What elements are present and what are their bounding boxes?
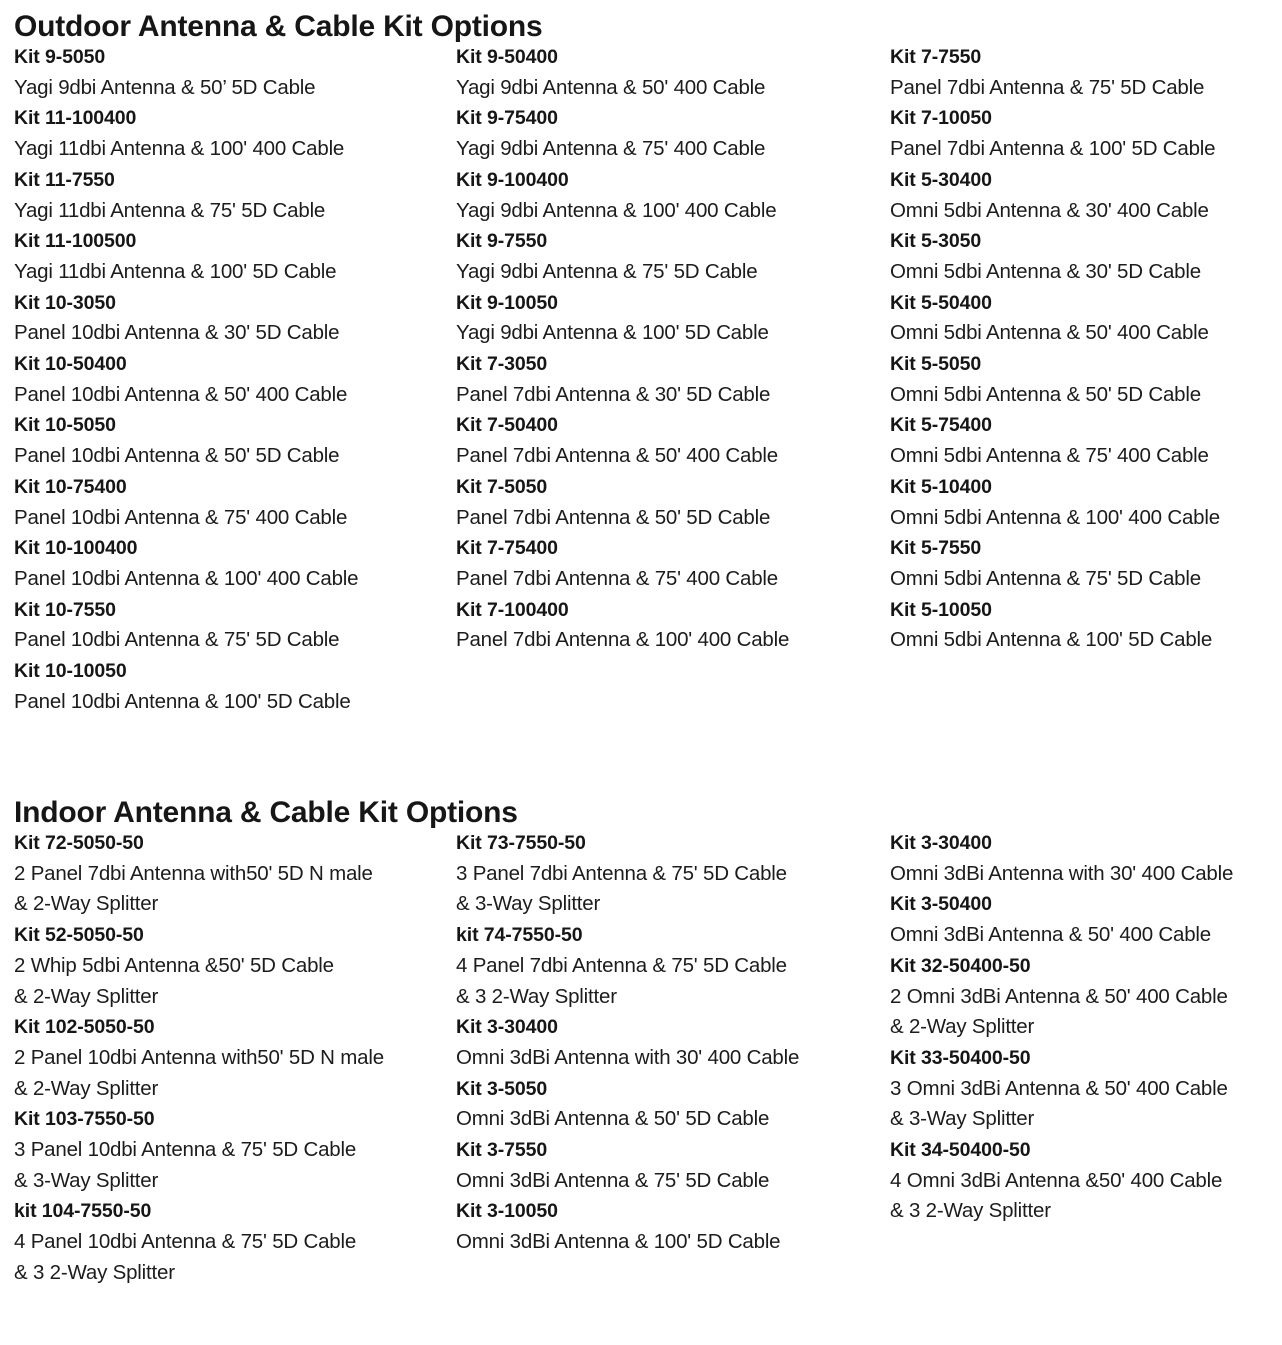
kit-code: Kit 10-3050 [14, 291, 116, 314]
kit-description: 3 Omni 3dBi Antenna & 50' 400 Cable [890, 1076, 1228, 1100]
kit-entry [890, 165, 1282, 226]
kit-code: Kit 102-5050-50 [14, 1016, 155, 1039]
kit-description: 4 Panel 7dbi Antenna & 75' 5D Cable [456, 953, 787, 977]
kit-code: Kit 3-5050 [456, 1077, 548, 1100]
kit-description: Omni 5dbi Antenna & 30' 400 Cable [890, 198, 1209, 222]
kit-description: 4 Panel 10dbi Antenna & 75' 5D Cable [14, 1230, 357, 1254]
kit-code: Kit 10-7550 [14, 598, 116, 621]
kit-code: Kit 7-7550 [890, 46, 982, 68]
kit-code: Kit 7-75400 [456, 537, 558, 560]
kit-description: Yagi 11dbi Antenna & 100' 400 Cable [14, 137, 345, 161]
kit-code: Kit 32-50400-50 [890, 954, 1031, 977]
kit-code: Kit 34-50400-50 [890, 1139, 1031, 1162]
kit-entry [456, 165, 890, 226]
kit-description: Yagi 9dbi Antenna & 100' 400 Cable [456, 198, 777, 222]
kit-entry [456, 1196, 890, 1257]
kit-description: Yagi 9dbi Antenna & 100' 5D Cable [456, 321, 769, 345]
kit-code: Kit 5-3050 [890, 230, 982, 253]
kit-entry [14, 349, 456, 410]
kit-description: Panel 10dbi Antenna & 30' 5D Cable [14, 321, 340, 345]
kit-entry [456, 42, 890, 103]
kit-description: Omni 5dbi Antenna & 100' 5D Cable [890, 628, 1213, 652]
kit-description: Yagi 11dbi Antenna & 100' 5D Cable [14, 259, 337, 283]
kit-entry [14, 656, 456, 717]
kit-entry [456, 1012, 890, 1073]
kit-entry [14, 42, 456, 103]
kit-description-continuation: & 3 2-Way Splitter [456, 984, 617, 1008]
kit-entry [890, 951, 1282, 1043]
kit-code: Kit 5-30400 [890, 168, 992, 191]
kit-entry [456, 103, 890, 164]
kit-code: Kit 3-30400 [890, 832, 992, 854]
kit-description: Panel 10dbi Antenna & 50' 5D Cable [14, 444, 340, 468]
kit-code: Kit 7-3050 [456, 353, 548, 376]
kit-entry [456, 595, 890, 656]
kit-description: 2 Whip 5dbi Antenna &50' 5D Cable [14, 953, 334, 977]
kit-description: Omni 3dBi Antenna with 30' 400 Cable [456, 1045, 800, 1069]
kit-description-continuation: & 2-Way Splitter [890, 1015, 1035, 1039]
kit-entry [14, 165, 456, 226]
kit-entry [14, 533, 456, 594]
kit-description: Panel 10dbi Antenna & 50' 400 Cable [14, 382, 348, 406]
indoor-column-1 [14, 828, 456, 1289]
kit-description: 2 Panel 10dbi Antenna with50' 5D N male [14, 1045, 384, 1069]
kit-description: 4 Omni 3dBi Antenna &50' 400 Cable [890, 1168, 1223, 1192]
kit-description: Omni 5dbi Antenna & 50' 400 Cable [890, 321, 1209, 345]
kit-entry [890, 533, 1282, 594]
kit-code: Kit 7-10050 [890, 107, 992, 130]
kit-entry [890, 1135, 1282, 1227]
kit-code: Kit 9-5050 [14, 46, 106, 68]
kit-description: Omni 3dBi Antenna & 50' 5D Cable [456, 1107, 770, 1131]
kit-description: Panel 7dbi Antenna & 30' 5D Cable [456, 382, 771, 406]
kit-entry [890, 828, 1282, 889]
kit-code: Kit 7-5050 [456, 475, 548, 498]
kit-description-continuation: & 3-Way Splitter [890, 1107, 1035, 1131]
kit-code: Kit 5-7550 [890, 537, 982, 560]
kit-entry [456, 226, 890, 287]
kit-entry [456, 288, 890, 349]
kit-description: Panel 7dbi Antenna & 100' 400 Cable [456, 628, 790, 652]
outdoor-columns [0, 42, 1282, 759]
kit-entry [14, 828, 456, 920]
kit-description: Yagi 11dbi Antenna & 75' 5D Cable [14, 198, 326, 222]
kit-description: Panel 7dbi Antenna & 50' 400 Cable [456, 444, 778, 468]
kit-code: Kit 7-50400 [456, 414, 558, 437]
kit-code: Kit 9-10050 [456, 291, 558, 314]
kit-entry [456, 472, 890, 533]
kit-entry [890, 472, 1282, 533]
kit-description: Omni 5dbi Antenna & 50' 5D Cable [890, 382, 1201, 406]
kit-description: Panel 10dbi Antenna & 100' 5D Cable [14, 689, 351, 713]
kit-entry [890, 42, 1282, 103]
kit-description: Omni 5dbi Antenna & 75' 5D Cable [890, 566, 1201, 590]
kit-description-continuation: & 3 2-Way Splitter [890, 1199, 1051, 1223]
kit-entry [14, 288, 456, 349]
kit-description-continuation: & 3-Way Splitter [456, 892, 601, 916]
kit-entry [14, 226, 456, 287]
kit-entry [14, 920, 456, 1012]
kit-description: Panel 10dbi Antenna & 100' 400 Cable [14, 566, 359, 590]
kit-entry [456, 410, 890, 471]
kit-entry [456, 1135, 890, 1196]
kit-description-continuation: & 3 2-Way Splitter [14, 1260, 175, 1284]
outdoor-column-3 [890, 42, 1282, 656]
kit-description: Omni 3dBi Antenna & 50' 400 Cable [890, 923, 1211, 947]
kit-description: Panel 10dbi Antenna & 75' 400 Cable [14, 505, 348, 529]
kit-description: 3 Panel 7dbi Antenna & 75' 5D Cable [456, 861, 787, 885]
kit-code: Kit 7-100400 [456, 598, 569, 621]
kit-entry [890, 595, 1282, 656]
kit-description: Yagi 9dbi Antenna & 50' 400 Cable [456, 75, 766, 99]
kit-code: Kit 3-50400 [890, 893, 992, 916]
kit-entry [890, 1043, 1282, 1135]
kit-description: Omni 3dBi Antenna with 30' 400 Cable [890, 861, 1234, 885]
kit-description-continuation: & 2-Way Splitter [14, 984, 159, 1008]
kit-code: kit 74-7550-50 [456, 924, 583, 947]
kit-code: Kit 5-10400 [890, 475, 992, 498]
kit-entry [456, 1074, 890, 1135]
kit-description: 2 Omni 3dBi Antenna & 50' 400 Cable [890, 984, 1228, 1008]
kit-entry [456, 920, 890, 1012]
kit-description: Omni 5dbi Antenna & 75' 400 Cable [890, 444, 1209, 468]
kit-code: Kit 5-10050 [890, 598, 992, 621]
kit-code: Kit 72-5050-50 [14, 832, 144, 854]
indoor-columns [0, 828, 1282, 1345]
kit-description-continuation: & 2-Way Splitter [14, 892, 159, 916]
kit-code: Kit 52-5050-50 [14, 924, 144, 947]
kit-code: Kit 5-5050 [890, 353, 982, 376]
kit-entry [890, 889, 1282, 950]
kit-code: Kit 33-50400-50 [890, 1046, 1031, 1069]
indoor-column-3 [890, 828, 1282, 1227]
kit-description: Panel 7dbi Antenna & 75' 5D Cable [890, 75, 1205, 99]
kit-code: Kit 73-7550-50 [456, 832, 586, 854]
kit-code: Kit 10-5050 [14, 414, 116, 437]
outdoor-section-title: Outdoor Antenna & Cable Kit Options [14, 10, 543, 43]
kit-description-continuation: & 2-Way Splitter [14, 1076, 159, 1100]
kit-entry [890, 410, 1282, 471]
kit-code: Kit 10-10050 [14, 660, 127, 683]
kit-entry [890, 226, 1282, 287]
kit-code: Kit 11-100500 [14, 230, 137, 253]
kit-code: Kit 3-10050 [456, 1200, 558, 1223]
kit-code: Kit 10-100400 [14, 537, 138, 560]
kit-code: Kit 5-50400 [890, 291, 992, 314]
kit-description: Omni 5dbi Antenna & 30' 5D Cable [890, 259, 1201, 283]
kit-entry [14, 472, 456, 533]
kit-code: Kit 10-50400 [14, 353, 127, 376]
indoor-column-2 [456, 828, 890, 1258]
kit-code: Kit 9-100400 [456, 168, 569, 191]
kit-description: Yagi 9dbi Antenna & 50’ 5D Cable [14, 75, 316, 99]
indoor-section-title: Indoor Antenna & Cable Kit Options [14, 796, 518, 829]
kit-entry [456, 349, 890, 410]
outdoor-column-1 [14, 42, 456, 717]
kit-description: 3 Panel 10dbi Antenna & 75' 5D Cable [14, 1138, 357, 1162]
kit-entry [14, 410, 456, 471]
outdoor-column-2 [456, 42, 890, 656]
kit-entry [890, 288, 1282, 349]
kit-entry [14, 595, 456, 656]
kit-entry [456, 533, 890, 594]
kit-code: Kit 5-75400 [890, 414, 992, 437]
kit-code: Kit 9-7550 [456, 230, 548, 253]
kit-entry [456, 828, 890, 920]
kit-entry [14, 1012, 456, 1104]
kit-description: Omni 5dbi Antenna & 100' 400 Cable [890, 505, 1220, 529]
kit-code: Kit 9-75400 [456, 107, 558, 130]
kit-description: Panel 7dbi Antenna & 75' 400 Cable [456, 566, 778, 590]
kit-description-continuation: & 3-Way Splitter [14, 1168, 159, 1192]
kit-description: 2 Panel 7dbi Antenna with50' 5D N male [14, 861, 373, 885]
kit-description: Panel 7dbi Antenna & 100' 5D Cable [890, 137, 1216, 161]
kit-description: Panel 7dbi Antenna & 50' 5D Cable [456, 505, 771, 529]
kit-code: kit 104-7550-50 [14, 1200, 152, 1223]
kit-entry [890, 349, 1282, 410]
kit-code: Kit 3-30400 [456, 1016, 558, 1039]
indoor-kit-section [0, 786, 1282, 1345]
kit-description: Yagi 9dbi Antenna & 75' 5D Cable [456, 259, 758, 283]
kit-entry [890, 103, 1282, 164]
kit-description: Yagi 9dbi Antenna & 75' 400 Cable [456, 137, 766, 161]
kit-code: Kit 3-7550 [456, 1139, 548, 1162]
kit-code: Kit 11-7550 [14, 168, 115, 191]
kit-entry [14, 1196, 456, 1288]
kit-description: Omni 3dBi Antenna & 100' 5D Cable [456, 1230, 781, 1254]
kit-description: Panel 10dbi Antenna & 75' 5D Cable [14, 628, 340, 652]
kit-code: Kit 103-7550-50 [14, 1108, 155, 1131]
kit-code: Kit 9-50400 [456, 46, 558, 68]
kit-code: Kit 10-75400 [14, 475, 127, 498]
kit-entry [14, 1104, 456, 1196]
kit-description: Omni 3dBi Antenna & 75' 5D Cable [456, 1168, 770, 1192]
kit-code: Kit 11-100400 [14, 107, 137, 130]
kit-entry [14, 103, 456, 164]
